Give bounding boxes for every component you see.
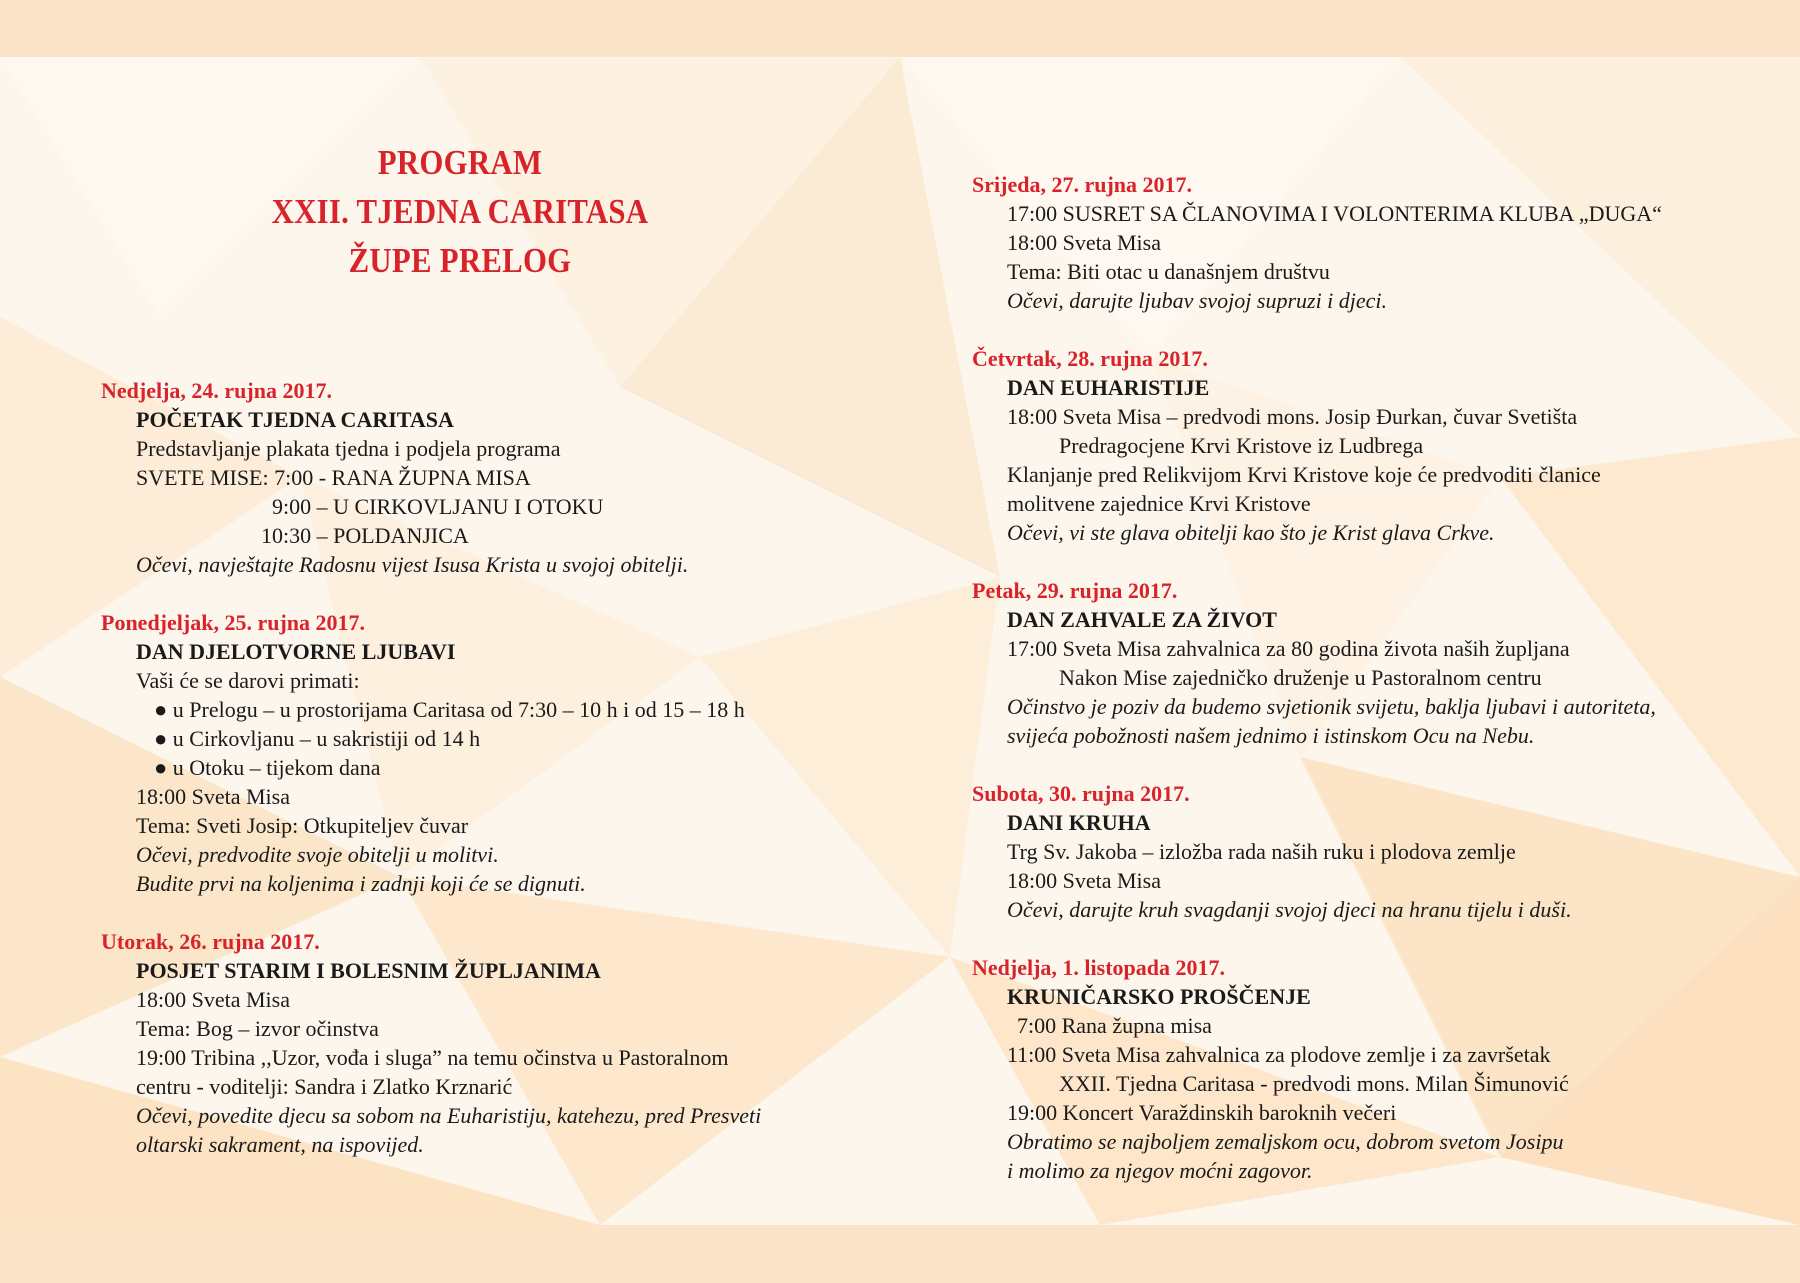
day-heading: KRUNIČARSKO PROŠČENJE	[1007, 984, 1311, 1009]
mass-time-line: 10:30 – POLDANJICA	[261, 523, 469, 548]
program-line: 7:00 Rana župna misa	[1017, 1013, 1212, 1038]
program-line: 17:00 SUSRET SA ČLANOVIMA I VOLONTERIMA KLUBA „DUGA“	[1007, 201, 1662, 226]
program-line: Predstavljanje plakata tjedna i podjela programa	[136, 436, 561, 461]
motto-line: Očevi, navještajte Radosnu vijest Isusa Krista u svojoj obitelji.	[136, 552, 689, 577]
day-block	[972, 779, 1752, 924]
program-line: SVETE MISE: 7:00 - RANA ŽUPNA MISA	[136, 465, 531, 490]
program-line: 18:00 Sveta Misa – predvodi mons. Josip Đurkan, čuvar Svetišta	[1007, 404, 1578, 429]
top-band	[0, 0, 1800, 57]
day-block	[101, 608, 821, 898]
day-date: Nedjelja, 24. rujna 2017.	[101, 378, 332, 403]
program-line: 19:00 Tribina ,,Uzor, vođa i sluga” na temu očinstva u Pastoralnom	[136, 1045, 729, 1070]
page-title	[160, 138, 760, 285]
title-line: PROGRAM	[377, 143, 543, 182]
motto-line: Obratimo se najboljem zemaljskom ocu, dobrom svetom Josipu	[1007, 1129, 1564, 1154]
motto-line: Očevi, darujte kruh svagdanji svojoj djeci na hranu tijelu i duši.	[1007, 897, 1572, 922]
motto-line: Očevi, predvodite svoje obitelji u molitvi.	[136, 842, 499, 867]
day-block	[972, 953, 1752, 1185]
program-line: Klanjanje pred Relikvijom Krvi Kristove koje će predvoditi članice	[1007, 462, 1601, 487]
bullet-item: ● u Otoku – tijekom dana	[154, 755, 381, 780]
motto-line: Očinstvo je poziv da budemo svjetionik svijetu, baklja ljubavi i autoriteta,	[1007, 694, 1656, 719]
program-line: centru - voditelji: Sandra i Zlatko Krznarić	[136, 1074, 513, 1099]
motto-line: Očevi, vi ste glava obitelji kao što je Krist glava Crkve.	[1007, 520, 1495, 545]
motto-line: oltarski sakrament, na ispovijed.	[136, 1132, 424, 1157]
motto-line: svijeća pobožnosti našem jednimo i istinskom Ocu na Nebu.	[1007, 723, 1535, 748]
title-line: ŽUPE PRELOG	[348, 241, 572, 280]
motto-line: Budite prvi na koljenima i zadnji koji će se dignuti.	[136, 871, 586, 896]
program-line: Trg Sv. Jakoba – izložba rada naših ruku i plodova zemlje	[1007, 839, 1516, 864]
motto-line: i molimo za njegov moćni zagovor.	[1007, 1158, 1313, 1183]
program-line: 18:00 Sveta Misa	[1007, 868, 1161, 893]
day-heading: DAN EUHARISTIJE	[1007, 375, 1210, 400]
program-line: Tema: Biti otac u današnjem društvu	[1007, 259, 1330, 284]
day-heading: DANI KRUHA	[1007, 810, 1151, 835]
bullet-item: ● u Cirkovljanu – u sakristiji od 14 h	[154, 726, 481, 751]
day-heading: DAN DJELOTVORNE LJUBAVI	[136, 639, 456, 664]
program-line: molitvene zajednice Krvi Kristove	[1007, 491, 1311, 516]
program-line: 18:00 Sveta Misa	[136, 784, 290, 809]
program-line: Vaši će se darovi primati:	[136, 668, 360, 693]
bullet-item: ● u Prelogu – u prostorijama Caritasa od 7:30 – 10 h i od 15 – 18 h	[154, 697, 745, 722]
motto-line: Očevi, povedite djecu sa sobom na Euharistiju, katehezu, pred Presveti	[136, 1103, 762, 1128]
day-date: Srijeda, 27. rujna 2017.	[972, 172, 1192, 197]
day-date: Ponedjeljak, 25. rujna 2017.	[101, 610, 365, 635]
day-date: Četvrtak, 28. rujna 2017.	[972, 346, 1208, 371]
day-block	[972, 576, 1752, 750]
program-line: 18:00 Sveta Misa	[136, 987, 290, 1012]
bottom-band	[0, 1225, 1800, 1283]
day-date: Nedjelja, 1. listopada 2017.	[972, 955, 1225, 980]
program-line: 17:00 Sveta Misa zahvalnica za 80 godina života naših župljana	[1007, 636, 1570, 661]
program-line: 11:00 Sveta Misa zahvalnica za plodove zemlje i za završetak	[1007, 1042, 1551, 1067]
day-heading: DAN ZAHVALE ZA ŽIVOT	[1007, 607, 1277, 632]
program-line: Tema: Sveti Josip: Otkupiteljev čuvar	[136, 813, 469, 838]
day-heading: POČETAK TJEDNA CARITASA	[136, 407, 454, 432]
program-line-continued: Predragocjene Krvi Kristove iz Ludbrega	[1059, 433, 1424, 458]
motto-line: Očevi, darujte ljubav svojoj supruzi i djeci.	[1007, 288, 1388, 313]
mass-time-line: 9:00 – U CIRKOVLJANU I OTOKU	[272, 494, 604, 519]
program-line-continued: XXII. Tjedna Caritasa - predvodi mons. Milan Šimunović	[1059, 1071, 1569, 1096]
day-block	[101, 376, 821, 579]
program-line: Tema: Bog – izvor očinstva	[136, 1016, 379, 1041]
title-line: XXII. TJEDNA CARITASA	[271, 192, 649, 231]
program-line: 18:00 Sveta Misa	[1007, 230, 1161, 255]
program-column-right	[972, 170, 1752, 1214]
program-column-left	[101, 376, 821, 1188]
day-date: Subota, 30. rujna 2017.	[972, 781, 1190, 806]
program-line-continued: Nakon Mise zajedničko druženje u Pastoralnom centru	[1059, 665, 1542, 690]
day-block	[972, 344, 1752, 547]
program-line: 19:00 Koncert Varaždinskih baroknih večeri	[1007, 1100, 1397, 1125]
day-date: Petak, 29. rujna 2017.	[972, 578, 1178, 603]
day-date: Utorak, 26. rujna 2017.	[101, 929, 320, 954]
day-block	[972, 170, 1752, 315]
day-block	[101, 927, 821, 1159]
day-heading: POSJET STARIM I BOLESNIM ŽUPLJANIMA	[136, 958, 601, 983]
